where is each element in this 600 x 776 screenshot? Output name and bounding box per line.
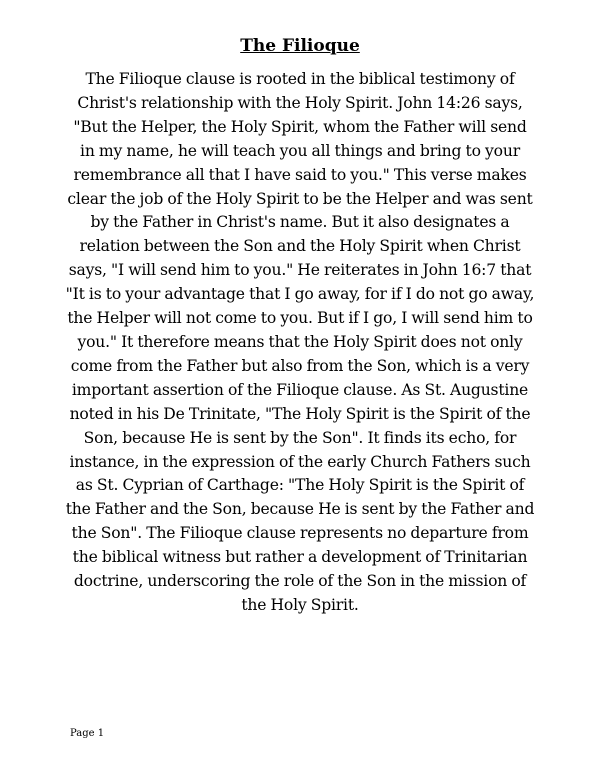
body-paragraph: The Filioque clause is rooted in the biblical testimony of Christ's relationship with the Holy Spirit. John 14:26 says, "But the Helper, the Holy Spirit, whom the Father will send in my name, he will teach you all things and bring to your remembrance all that I have said to you." This verse makes clear the job of the Holy Spirit to be the Helper and was sent by the Father in Christ's name. But it also designates a relation between the Son and the Holy Spirit when Christ says, "I will send him to you." He reiterates in John 16:7 that "It is to your advantage that I go away, for if I do not go away, the Helper will not come to you. But if I go, I will send him to you." It therefore means that the Holy Spirit does not only come from the Father but also from the Son, which is a very important assertion of the Filioque clause. As St. Augustine noted in his De Trinitate, "The Holy Spirit is the Spirit of the Son, because He is sent by the Son". It finds its echo, for instance, in the expression of the early Church Fathers such as St. Cyprian of Carthage: "The Holy Spirit is the Spirit of the Father and the Son, because He is sent by the Father and the Son". The Filioque clause represents no departure from the biblical witness but rather a development of Trinitarian doctrine, underscoring the role of the Son in the mission of the Holy Spirit. [65,70,535,614]
page-number: Page 1 [70,728,105,739]
document-title: The Filioque [240,36,360,56]
